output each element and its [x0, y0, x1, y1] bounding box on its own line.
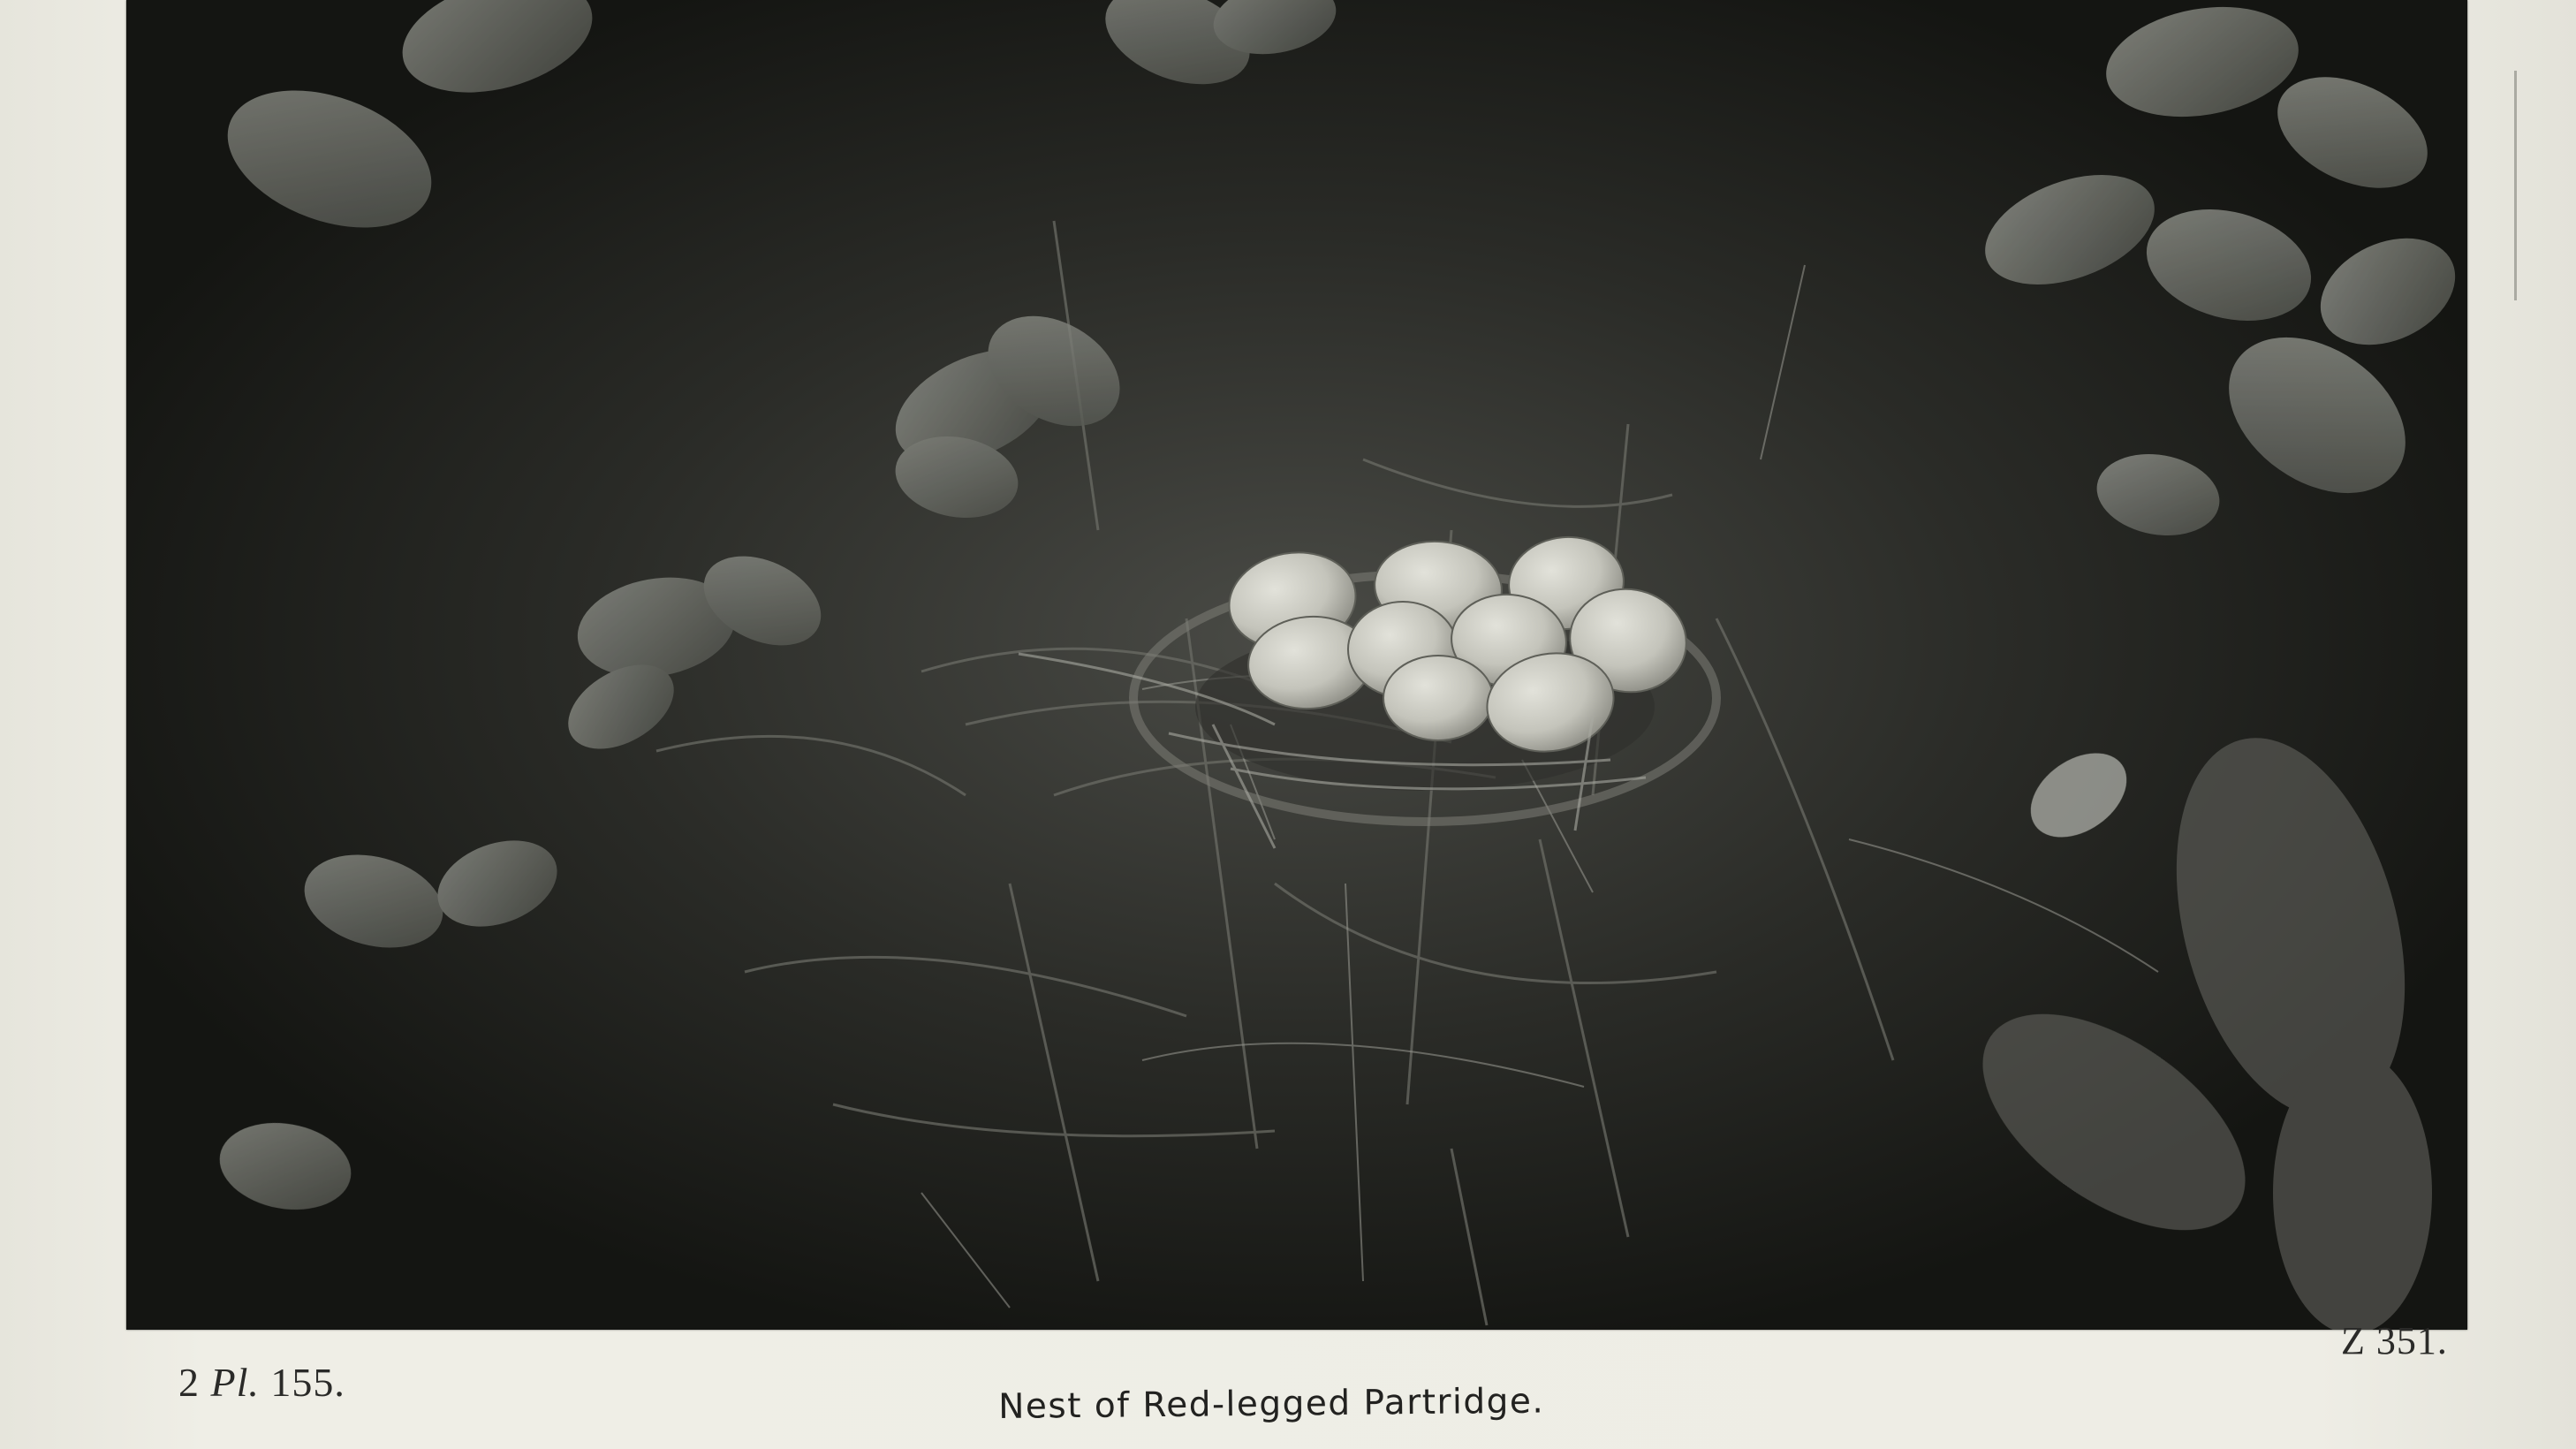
plate-title: Nest of Red-legged Partridge.	[998, 1381, 1545, 1427]
plate-number-prefix: 2	[178, 1360, 211, 1405]
plate-reference: Z 351.	[2341, 1319, 2448, 1362]
plate-number-value: 155.	[259, 1360, 345, 1405]
gutter-shadow	[2514, 71, 2517, 300]
plate-number-abbrev: Pl.	[210, 1360, 260, 1405]
nest-photograph	[126, 0, 2467, 1330]
plate-number	[178, 1359, 345, 1406]
photo-illustration	[126, 0, 2467, 1330]
egg	[1383, 656, 1493, 740]
